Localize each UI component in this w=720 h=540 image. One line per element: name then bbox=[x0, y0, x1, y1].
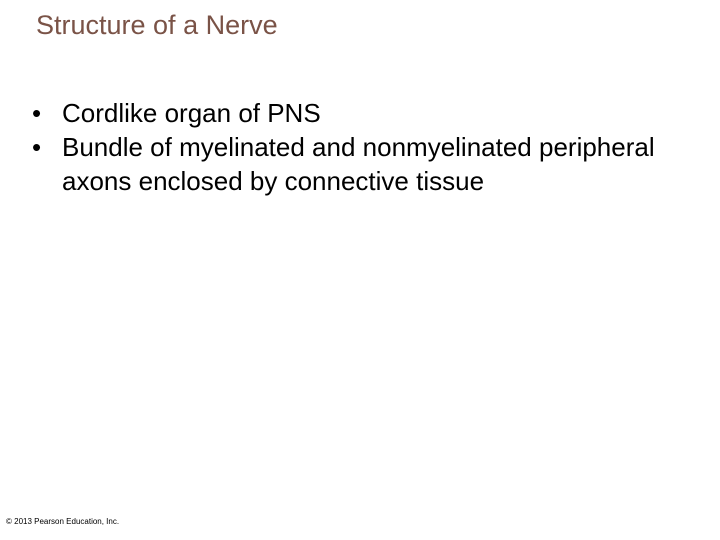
copyright-notice: © 2013 Pearson Education, Inc. bbox=[6, 517, 120, 526]
bullet-item-2 bbox=[32, 130, 672, 198]
bullet-text: Bundle of myelinated and nonmyelinated peripheral axons enclosed by connective tissue bbox=[62, 132, 655, 196]
bullet-text: Cordlike organ of PNS bbox=[62, 98, 321, 128]
slide-title: Structure of a Nerve bbox=[36, 10, 278, 40]
bullet-item-1 bbox=[32, 96, 672, 130]
bullet-dot-icon: • bbox=[32, 132, 42, 162]
bullet-list bbox=[32, 96, 672, 198]
bullet-dot-icon: • bbox=[32, 98, 42, 128]
